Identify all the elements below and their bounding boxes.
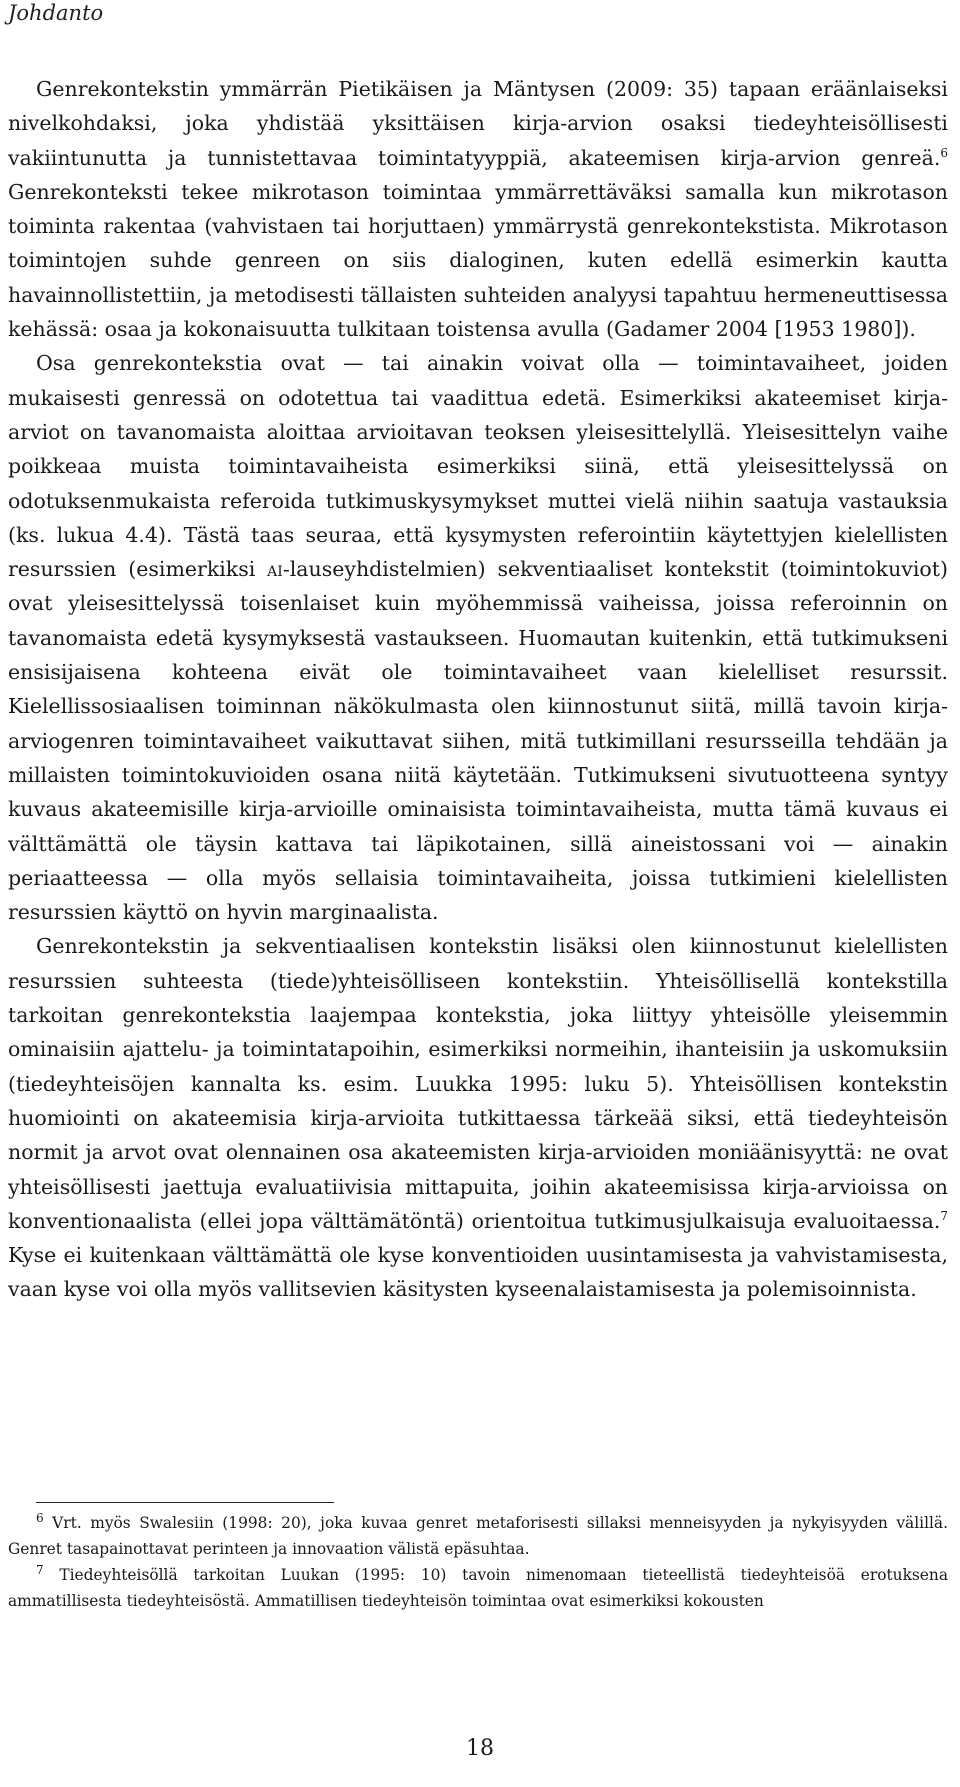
paragraph-3-text-a: Genrekontekstin ja sekventiaalisen kontekstin lisäksi olen kiinnostunut kielellisten resurssien suhteesta (tiede)yhteisölliseen kontekstiin. Yhteisöllisellä kontekstilla tarkoitan genrekontekstia laajempaa kontekstia, joka liittyy yhteisölle yleisemmin ominaisiin ajattelu- ja toimintatapoihin, esimerkiksi normeihin, ihanteisiin ja uskomuksiin (tiedeyhteisöjen kannalta ks. esim. Luukka 1995: luku 5). Yhteisöllisen kontekstin huomiointi on akateemisia kirja-arvioita tutkittaessa tärkeää siksi, että tiedeyhteisön normit ja arvot ovat olennainen osa akateemisten kirja-arvioiden moniäänisyyttä: ne ovat yhteisöllisesti jaettuja evaluatiivisia mittapuita, joihin akateemisissa kirja-arvioissa on konventionaalista (ellei jopa välttämätöntä) orientoitua tutkimusjulkaisuja evaluoitaessa. xyxy=(8,934,948,1233)
footnote-7-number: 7 xyxy=(36,1562,44,1577)
footnote-6 xyxy=(8,1510,948,1562)
footnote-ref-6[interactable]: 6 xyxy=(940,145,948,160)
paragraph-2-text-a: Osa genrekontekstia ovat — tai ainakin voivat olla — toimintavaiheet, joiden mukaisesti genressä on odotettua tai vaadittua edetä. Esimerkiksi akateemiset kirja-arviot on tavanomaista aloittaa arvioitavan teoksen yleisesittelyllä. Yleisesittelyn vaihe poikkeaa muista toimintavaiheista esimerkiksi siinä, että yleisesittelyssä on odotuksenmukaista referoida tutkimuskysymykset muttei vielä niihin saatuja vastauksia (ks. lukua 4.4). Tästä taas seuraa, että kysymysten referointiin käytettyjen kielellisten resurssien (esimerkiksi xyxy=(8,351,948,582)
page-number: 18 xyxy=(466,1736,494,1761)
paragraph-1-text-a: Genrekontekstin ymmärrän Pietikäisen ja Mäntysen (2009: 35) tapaan eräänlaiseksi nivelkohdaksi, joka yhdistää yksittäisen kirja-arvion osaksi tiedeyhteisöllisesti vakiintunutta ja tunnistettavaa toimintatyyppiä, akateemisen kirja-arvion genreä. xyxy=(8,77,948,170)
footnotes xyxy=(8,1510,948,1614)
footnote-divider xyxy=(36,1502,334,1503)
paragraph-2-text-b: -lauseyhdistelmien) sekventiaaliset kontekstit (toimintokuviot) ovat yleisesittelyssä toisenlaiset kuin myöhemmissä vaiheissa, joissa referoinnin on tavanomaista edetä kysymyksestä vastaukseen. Huomautan kuitenkin, että tutkimukseni ensisijaisena kohteena eivät ole toimintavaiheet vaan kielelliset resurssit. Kielellissosiaalisen toiminnan näkökulmasta olen kiinnostunut siitä, millä tavoin kirja-arviogenren toimintavaiheet vaikuttavat siihen, mitä tutkimillani resursseilla tehdään ja millaisten toimintokuvioiden osana niitä käytetään. Tutkimukseni sivutuotteena syntyy kuvaus akateemisille kirja-arvioille ominaisista toimintavaiheista, mutta tämä kuvaus ei välttämättä ole täysin kattava tai läpikotainen, sillä aineistossani voi — ainakin periaatteessa — olla myös sellaisia toimintavaiheita, joissa tutkimieni kielellisten resurssien käyttö on hyvin marginaalista. xyxy=(8,557,948,925)
paragraph-2 xyxy=(8,346,948,929)
footnote-ref-7[interactable]: 7 xyxy=(940,1208,948,1223)
paragraph-1 xyxy=(8,72,948,346)
paragraph-3 xyxy=(8,929,948,1306)
running-head: Johdanto xyxy=(8,1,104,25)
paragraph-3-text-b: Kyse ei kuitenkaan välttämättä ole kyse konventioiden uusintamisesta ja vahvistamisesta, vaan kyse voi olla myös vallitsevien käsitysten kyseenalaistamisesta ja polemisoinnista. xyxy=(8,1243,948,1302)
paragraph-2-smallcaps-ai: ai xyxy=(267,557,283,582)
paragraph-1-text-b: Genrekonteksti tekee mikrotason toimintaa ymmärrettäväksi samalla kun mikrotason toiminta rakentaa (vahvistaen tai horjuttaen) ymmärrystä genrekontekstista. Mikrotason toimintojen suhde genreen on siis dialoginen, kuten edellä esimerkin kautta havainnollistettiin, ja metodisesti tällaisten suhteiden analyysi tapahtuu hermeneuttisessa kehässä: osaa ja kokonaisuutta tulkitaan toistensa avulla (Gadamer 2004 [1953 1980]). xyxy=(8,179,948,342)
footnote-7-text: Tiedeyhteisöllä tarkoitan Luukan (1995: 10) tavoin nimenomaan tieteellistä tiedeyhteisöä erotuksena ammatillisesta tiedeyhteisöstä. Ammatillisen tiedeyhteisön toimintaa ovat esimerkiksi kokousten xyxy=(8,1566,948,1610)
body-text xyxy=(8,72,948,1307)
footnote-7 xyxy=(8,1562,948,1614)
footnote-6-number: 6 xyxy=(36,1510,44,1525)
footnote-6-text: Vrt. myös Swalesiin (1998: 20), joka kuvaa genret metaforisesti sillaksi menneisyyden ja nykyisyyden välillä. Genret tasapainottavat perinteen ja innovaation välistä epäsuhtaa. xyxy=(8,1514,948,1558)
